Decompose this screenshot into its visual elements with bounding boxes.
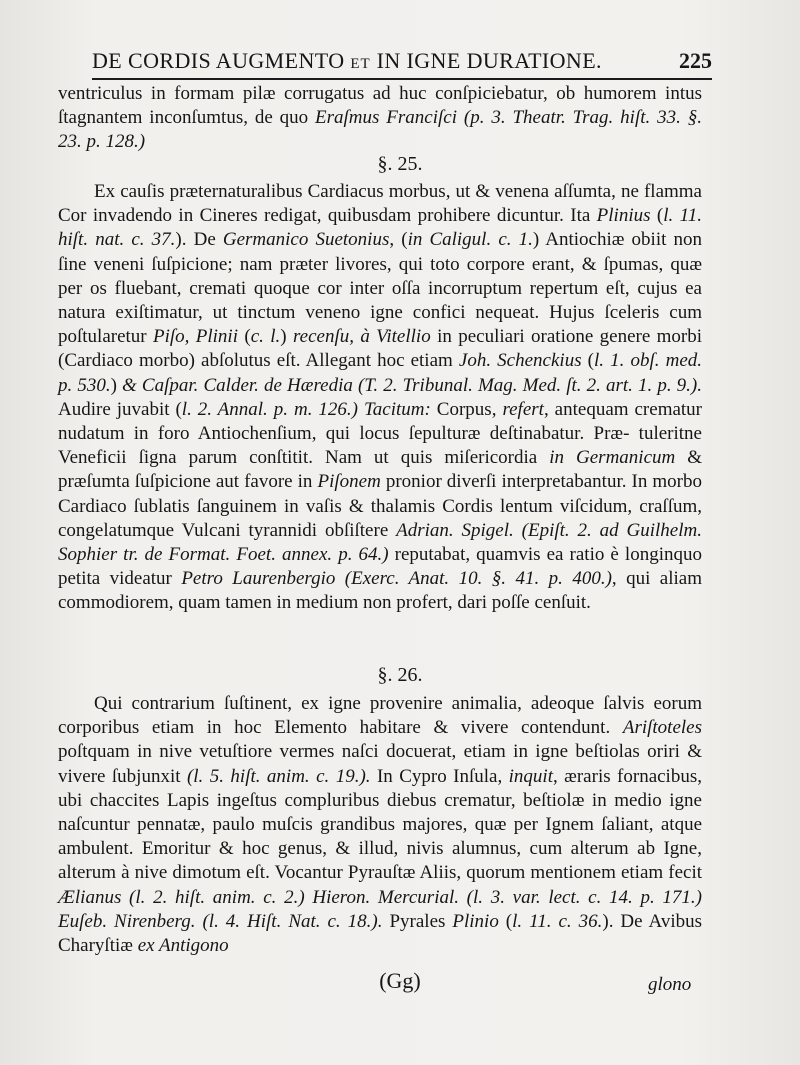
section-26-body — [58, 692, 702, 958]
citation: Adrian. Spigel. (Epiſt. 2. ad Guilhelm. Sophier tr. de Format. Foet. annex. p. 64.) — [58, 519, 702, 566]
text-run: pronior diverſi interpretabantur. In morbo Cardiaco ſublatis ſanguinem in vaſis & thalamis Cordis lentum viſcidum, craſſum, congelatumque Vulcani tyrannidi obſiſtere — [58, 471, 702, 541]
citation: Piſo, Plinii — [153, 326, 238, 348]
running-header — [92, 44, 712, 80]
text-run: ) Antiochiæ obiit non ſine veneni ſuſpicione; nam præter livores, qui toto corpore erant, & ſpumas, quæ per os fluebant, cremati quoque cor inter oſſa incorruptum repertum eſt, cujus ea natura exiſtimatur, ut tinctum veneno igne confici nequeat. Hujus ſceleris cum poſtularetur — [58, 229, 703, 348]
running-title — [92, 48, 602, 74]
text-run: Corpus, — [430, 398, 503, 420]
section-25-body — [58, 180, 702, 616]
citation: Germanico Suetonius — [222, 229, 390, 251]
title-part-2: IN IGNE DURATIONE. — [376, 48, 602, 73]
citation: Plinius — [596, 205, 651, 227]
text-run: ). De — [175, 229, 223, 251]
text-run: , æraris fornacibus, ubi chaccites Lapis ingeſtus compluribus diebus crematur, beſtiolæ in medio igne naſcuntur pennatæ, paulo muſcis grandibus majores, quæ per Ignem ſaliant, atque ambulent. Emoritur & hoc genus, & illud, nivis alumnus, cum alterum ab Igne, alterum à nive dimotum eſt. Vocantur Pyrauſtæ Aliis, quorum mentionem etiam fecit — [58, 765, 702, 884]
citation: & Caſpar. Calder. de Hæredia (T. 2. Tribunal. Mag. Med. ſt. 2. art. 1. p. 9.). — [122, 374, 703, 396]
citation: inquit — [508, 765, 553, 787]
section-heading-26: §. 26. — [377, 664, 423, 686]
paragraph-continuation — [58, 82, 702, 155]
citation: c. l. — [250, 326, 281, 348]
citation: l. 11. hiſt. nat. c. 37. — [58, 205, 702, 251]
text-run: Qui contrarium ſuſtinent, ex igne provenire animalia, adeoque ſalvis eorum corporibus etiam in hoc Elemento habitare & vivere contendunt. — [58, 693, 702, 739]
citation: ex Antigono — [137, 935, 229, 957]
text-run: In Cypro Inſula, — [370, 765, 509, 787]
text-paragraph — [58, 692, 702, 958]
text-run: reputabat, quamvis ea ratio è longinquo petita videatur — [58, 544, 702, 590]
citation: Ælianus (l. 2. hiſt. anim. c. 2.) Hieron. Mercurial. (l. 3. var. lect. c. 14. p. 171.) Euſeb. Nirenberg. (l. 4. Hiſt. Nat. c. 18.). — [58, 886, 702, 932]
citation: Piſonem — [317, 471, 381, 493]
citation: Ariſtoteles — [622, 717, 702, 739]
text-run: ( — [498, 910, 513, 932]
text-run: ) — [110, 374, 123, 396]
text-run: ( — [650, 205, 664, 227]
citation: l. 1. obſ. med. p. 530. — [58, 350, 703, 396]
citation: refert — [502, 398, 544, 420]
citation: (l. 5. hiſt. anim. c. 19.). — [186, 765, 371, 787]
text-run: , antequam crematur nudatum in foro Antiochenſium, qui locus ſepulturæ deſtinabatur. Præ- tuleritne Veneficii ſigna parum conſtitit. Nam ut quis miſericordia — [58, 398, 703, 469]
text-run: Ex cauſis præternaturalibus Cardiacus morbus, ut & venena aſſumta, ne flamma Cor invadendo in Cineres redigat, quibusdam prohibere dicuntur. Ita — [58, 181, 702, 227]
text-paragraph — [58, 180, 702, 616]
citation: l. 2. Annal. p. m. 126.) Tacitum: — [181, 398, 431, 420]
citation: Eraſmus Franciſci (p. 3. Theatr. Trag. hiſt. 33. §. 23. p. 128.) — [58, 107, 702, 153]
text-run: Audire juvabit ( — [58, 398, 182, 420]
citation: Petro Laurenbergio (Exerc. Anat. 10. §. 41. p. 400.) — [181, 568, 612, 590]
catchword: glono — [648, 974, 692, 995]
citation: l. 11. c. 36. — [512, 910, 603, 932]
text-run: ( — [238, 326, 251, 348]
text-run: in peculiari oratione genere morbi (Cardiaco morbo) abſolutus eſt. Allegant hoc etiam — [58, 326, 703, 372]
signature-mark: (Gg) — [379, 968, 421, 993]
citation: in Germanicum — [549, 447, 676, 469]
text-run: , ( — [389, 229, 408, 251]
section-heading-25: §. 25. — [377, 153, 423, 175]
text-run: , qui aliam commodiorem, quam tamen in medium non profert, dari poſſe cenſuit. — [58, 568, 702, 614]
text-run: poſtquam in nive vetuſtiore vermes naſci docuerat, etiam in igne beſtiolas oriri & vivere ſubjunxit — [58, 741, 702, 787]
text-run: ventriculus in formam pilæ corrugatus ad huc conſpiciebatur, ob humorem intus ſtagnantem inconſumtus, de quo — [58, 83, 702, 129]
text-run: ( — [581, 350, 595, 372]
text-run: ) — [280, 326, 293, 348]
title-et: ET — [350, 56, 371, 72]
text-run: & præſumta ſuſpicione aut favore in — [58, 447, 703, 493]
citation: Plinio — [452, 910, 499, 932]
citation: Joh. Schenckius — [458, 350, 582, 372]
citation: in Caligul. c. 1. — [407, 229, 533, 251]
text-run: ). De Avibus Charyſtiæ — [58, 910, 702, 957]
text-paragraph — [58, 82, 702, 155]
text-run: Pyrales — [382, 910, 453, 932]
title-part-1: DE CORDIS AUGMENTO — [92, 48, 345, 73]
page-number: 225 — [679, 48, 712, 73]
citation: recenſu, à Vitellio — [292, 326, 431, 348]
